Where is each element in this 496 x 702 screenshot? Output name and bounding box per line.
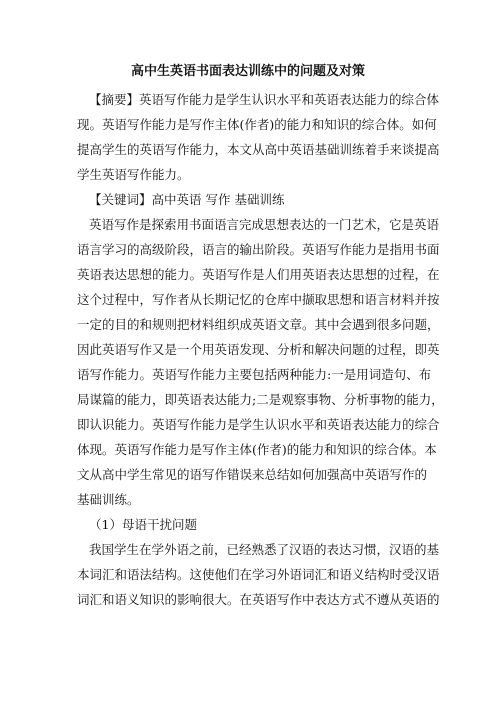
document-title: 高中生英语书面表达训练中的问题及对策	[130, 64, 365, 79]
body-line-13: 我国学生在学外语之前，已经熟悉了汉语的表达习惯，汉语的基	[89, 542, 440, 557]
abstract-line-4: 学生英语写作能力。	[77, 167, 190, 182]
abstract-line-3: 提高学生的英语写作能力，本文从高中英语基础训练着手来谈提高	[77, 142, 440, 157]
body-line-10: 体现。英语写作能力是写作主体(作者)的能力和知识的综合体。本	[77, 442, 437, 457]
body-line-1: 英语写作是探索用书面语言完成思想表达的一门艺术，它是英语	[89, 217, 440, 232]
body-line-3: 英语表达思想的能力。英语写作是人们用英语表达思想的过程，在	[77, 267, 440, 282]
body-line-8: 局谋篇的能力，即英语表达能力;二是观察事物、分析事物的能力，	[77, 392, 444, 407]
body-line-11: 文从高中学生常见的语写作错误来总结如何加强高中英语写作的	[77, 467, 428, 482]
abstract-line-1: 【摘要】英语写作能力是学生认识水平和英语表达能力的综合体	[89, 92, 440, 107]
keywords-line: 【关键词】高中英语 写作 基础训练	[89, 192, 285, 207]
body-line-4: 这个过程中，写作者从长期记忆的仓库中撷取思想和语言材料并按	[77, 292, 440, 307]
body-line-2: 语言学习的高级阶段，语言的输出阶段。英语写作能力是指用书面	[77, 242, 440, 257]
abstract-line-2: 现。英语写作能力是写作主体(作者)的能力和知识的综合体。如何	[77, 117, 437, 132]
body-line-5: 一定的目的和规则把材料组织成英语文章。其中会遇到很多问题，	[77, 317, 440, 332]
body-line-14: 本词汇和语法结构。这使他们在学习外语词汇和语义结构时受汉语	[77, 567, 440, 582]
section-heading: （1）母语干扰问题	[89, 517, 197, 532]
body-line-6: 因此英语写作又是一个用英语发现、分析和解决问题的过程，即英	[77, 342, 440, 357]
body-line-7: 语写作能力。英语写作能力主要包括两种能力:一是用词造句、布	[77, 367, 432, 382]
body-line-9: 即认识能力。英语写作能力是学生认识水平和英语表达能力的综合	[77, 417, 440, 432]
body-line-12: 基础训练。	[77, 492, 140, 507]
body-line-15: 词汇和语义知识的影响很大。在英语写作中表达方式不遵从英语的	[77, 592, 440, 607]
